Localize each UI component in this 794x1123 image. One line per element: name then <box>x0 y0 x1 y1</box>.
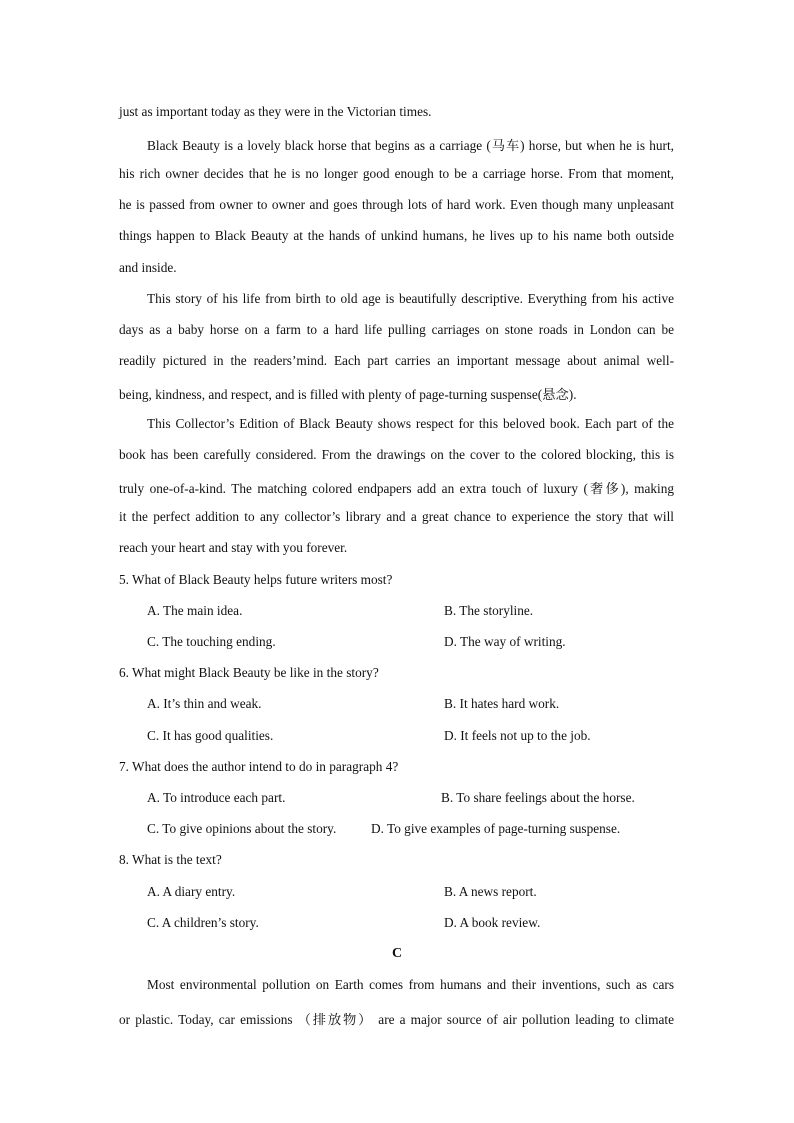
option-a[interactable]: A. It’s thin and weak. <box>147 696 262 711</box>
option-d[interactable]: D. A book review. <box>444 915 541 930</box>
passage-line: he is passed from owner to owner and goes through lots of hard work. Even though many unpleasant <box>119 197 674 212</box>
passage-line: just as important today as they were in the Victorian times. <box>119 104 432 119</box>
option-c[interactable]: C. To give opinions about the story. <box>147 821 337 836</box>
option-d[interactable]: D. To give examples of page-turning suspense. <box>371 821 621 836</box>
passage-line: book has been carefully considered. From the drawings on the cover to the colored blocking, this is <box>119 447 674 462</box>
option-d[interactable]: D. It feels not up to the job. <box>444 728 591 743</box>
option-c[interactable]: C. It has good qualities. <box>147 728 274 743</box>
question-stem: 8. What is the text? <box>119 852 222 867</box>
passage-line: his rich owner decides that he is no longer good enough to be a carriage horse. From that moment, <box>119 166 674 181</box>
passage-line: Black Beauty is a lovely black horse that begins as a carriage (马车) horse, but when he is hurt, <box>147 138 674 153</box>
passage-line: days as a baby horse on a farm to a hard life pulling carriages on stone roads in London can be <box>119 322 674 337</box>
option-a[interactable]: A. A diary entry. <box>147 884 236 899</box>
section-heading: C <box>391 946 403 961</box>
option-c[interactable]: C. The touching ending. <box>147 634 276 649</box>
option-b[interactable]: B. It hates hard work. <box>444 696 560 711</box>
passage-line: truly one-of-a-kind. The matching colored endpapers add an extra touch of luxury (奢侈), making <box>119 481 674 496</box>
passage-line: This Collector’s Edition of Black Beauty shows respect for this beloved book. Each part of the <box>147 416 674 431</box>
option-b[interactable]: B. A news report. <box>444 884 537 899</box>
option-c[interactable]: C. A children’s story. <box>147 915 259 930</box>
passage-line: Most environmental pollution on Earth comes from humans and their inventions, such as cars <box>147 977 674 992</box>
passage-line: and inside. <box>119 260 177 275</box>
question-stem: 6. What might Black Beauty be like in the story? <box>119 665 379 680</box>
passage-line: readily pictured in the readers’mind. Each part carries an important message about animal well- <box>119 353 674 368</box>
passage-line: things happen to Black Beauty at the hands of unkind humans, he lives up to his name both outside <box>119 228 674 243</box>
passage-line: being, kindness, and respect, and is filled with plenty of page-turning suspense(悬念). <box>119 387 577 402</box>
passage-line: it the perfect addition to any collector’s library and a great chance to experience the story that will <box>119 509 674 524</box>
passage-line: reach your heart and stay with you forever. <box>119 540 348 555</box>
option-d[interactable]: D. The way of writing. <box>444 634 566 649</box>
passage-line: This story of his life from birth to old age is beautifully descriptive. Everything from his active <box>147 291 674 306</box>
option-a[interactable]: A. The main idea. <box>147 603 243 618</box>
question-stem: 7. What does the author intend to do in paragraph 4? <box>119 759 399 774</box>
question-stem: 5. What of Black Beauty helps future writers most? <box>119 572 393 587</box>
option-a[interactable]: A. To introduce each part. <box>147 790 286 805</box>
option-b[interactable]: B. To share feelings about the horse. <box>441 790 635 805</box>
passage-line: or plastic. Today, car emissions （排放物） are a major source of air pollution leading to climate <box>119 1012 674 1027</box>
option-b[interactable]: B. The storyline. <box>444 603 534 618</box>
